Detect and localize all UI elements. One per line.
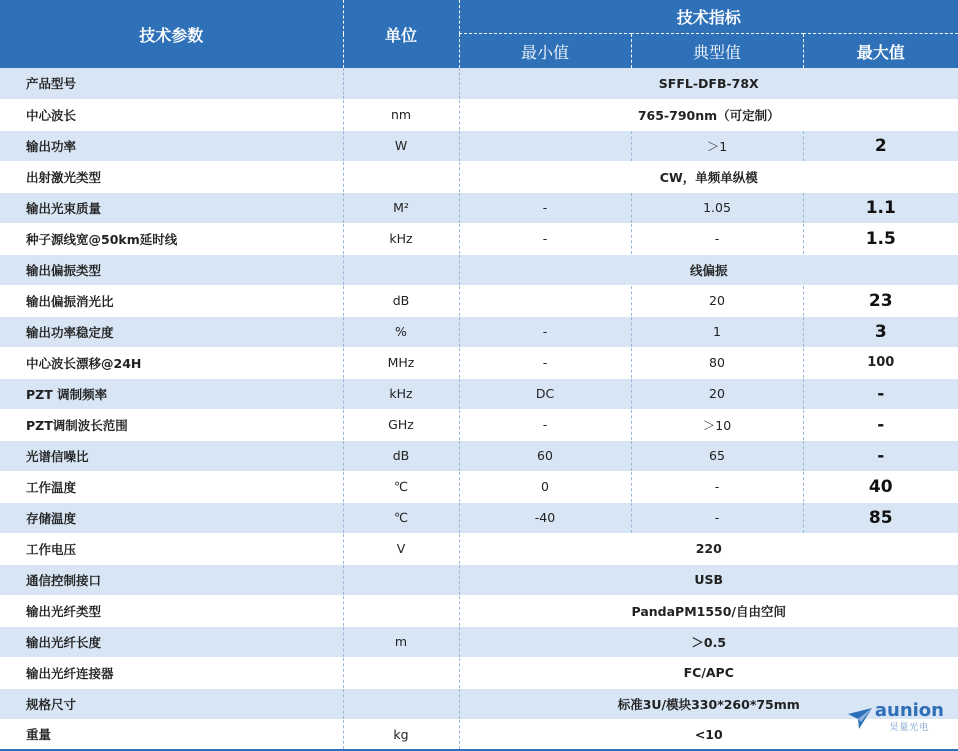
spec-merged-cell: <10: [459, 719, 958, 750]
param-cell: 输出功率稳定度: [0, 316, 343, 347]
spec-table-header: [0, 0, 958, 68]
param-cell: 出射激光类型: [0, 161, 343, 192]
table-row: [0, 223, 958, 254]
unit-cell: m: [343, 626, 459, 657]
table-row: [0, 347, 958, 378]
table-row: [0, 688, 958, 719]
unit-cell: nm: [343, 99, 459, 130]
max-cell: 1.5: [803, 223, 958, 254]
spec-merged-cell: ＞0.5: [459, 626, 958, 657]
param-cell: 光谱信噪比: [0, 440, 343, 471]
unit-cell: W: [343, 130, 459, 161]
logo-text: aunion: [874, 700, 944, 721]
spec-merged-cell: 765-790nm（可定制）: [459, 99, 958, 130]
typ-cell: ＞10: [631, 409, 803, 440]
min-cell: 0: [459, 471, 631, 502]
typ-cell: 1: [631, 316, 803, 347]
min-cell: -: [459, 316, 631, 347]
spec-merged-cell: PandaPM1550/自由空间: [459, 595, 958, 626]
min-cell: -: [459, 347, 631, 378]
header-min: 最小值: [459, 34, 631, 69]
param-cell: 种子源线宽@50km延时线: [0, 223, 343, 254]
unit-cell: [343, 688, 459, 719]
table-row: [0, 192, 958, 223]
typ-cell: -: [631, 223, 803, 254]
min-cell: DC: [459, 378, 631, 409]
header-spec: 技术指标: [459, 0, 958, 34]
table-row: [0, 471, 958, 502]
typ-cell: 1.05: [631, 192, 803, 223]
unit-cell: %: [343, 316, 459, 347]
brand-logo: [847, 702, 944, 733]
unit-cell: dB: [343, 440, 459, 471]
table-row: [0, 378, 958, 409]
param-cell: 工作温度: [0, 471, 343, 502]
param-cell: 中心波长: [0, 99, 343, 130]
max-cell: -: [803, 378, 958, 409]
table-row: [0, 440, 958, 471]
unit-cell: ℃: [343, 471, 459, 502]
spec-merged-cell: 线偏振: [459, 254, 958, 285]
unit-cell: MHz: [343, 347, 459, 378]
spec-merged-cell: 标准3U/模块330*260*75mm: [459, 688, 958, 719]
logo-subtext: 昊量光电: [889, 723, 930, 733]
max-cell: 2: [803, 130, 958, 161]
max-cell: 3: [803, 316, 958, 347]
max-cell: 40: [803, 471, 958, 502]
unit-cell: kHz: [343, 378, 459, 409]
unit-cell: [343, 161, 459, 192]
min-cell: 60: [459, 440, 631, 471]
max-cell: -: [803, 440, 958, 471]
min-cell: -: [459, 223, 631, 254]
table-row: [0, 719, 958, 750]
unit-cell: [343, 68, 459, 99]
table-row: [0, 68, 958, 99]
spec-merged-cell: USB: [459, 564, 958, 595]
unit-cell: [343, 657, 459, 688]
table-row: [0, 564, 958, 595]
spec-table-body: [0, 68, 958, 750]
param-cell: 通信控制接口: [0, 564, 343, 595]
spec-merged-cell: CW，单频单纵模: [459, 161, 958, 192]
typ-cell: 80: [631, 347, 803, 378]
table-row: [0, 657, 958, 688]
param-cell: 工作电压: [0, 533, 343, 564]
table-row: [0, 285, 958, 316]
param-cell: 重量: [0, 719, 343, 750]
min-cell: [459, 285, 631, 316]
param-cell: 输出偏振类型: [0, 254, 343, 285]
typ-cell: 20: [631, 285, 803, 316]
typ-cell: 20: [631, 378, 803, 409]
spec-merged-cell: FC/APC: [459, 657, 958, 688]
param-cell: 输出光纤连接器: [0, 657, 343, 688]
typ-cell: -: [631, 471, 803, 502]
unit-cell: M²: [343, 192, 459, 223]
max-cell: -: [803, 409, 958, 440]
unit-cell: kg: [343, 719, 459, 750]
param-cell: PZT调制波长范围: [0, 409, 343, 440]
min-cell: [459, 130, 631, 161]
min-cell: -: [459, 409, 631, 440]
table-row: [0, 99, 958, 130]
typ-cell: ＞1: [631, 130, 803, 161]
min-cell: -: [459, 192, 631, 223]
param-cell: 产品型号: [0, 68, 343, 99]
param-cell: 输出光束质量: [0, 192, 343, 223]
unit-cell: [343, 254, 459, 285]
header-param: 技术参数: [0, 0, 343, 68]
table-row: [0, 533, 958, 564]
spec-merged-cell: 220: [459, 533, 958, 564]
max-cell: 1.1: [803, 192, 958, 223]
table-row: [0, 626, 958, 657]
typ-cell: 65: [631, 440, 803, 471]
table-row: [0, 254, 958, 285]
param-cell: 规格尺寸: [0, 688, 343, 719]
header-typ: 典型值: [631, 34, 803, 69]
table-row: [0, 409, 958, 440]
param-cell: 输出光纤类型: [0, 595, 343, 626]
param-cell: PZT 调制频率: [0, 378, 343, 409]
min-cell: -40: [459, 502, 631, 533]
table-row: [0, 316, 958, 347]
header-max: 最大值: [803, 34, 958, 69]
param-cell: 中心波长漂移@24H: [0, 347, 343, 378]
unit-cell: GHz: [343, 409, 459, 440]
unit-cell: kHz: [343, 223, 459, 254]
table-row: [0, 502, 958, 533]
param-cell: 输出偏振消光比: [0, 285, 343, 316]
unit-cell: dB: [343, 285, 459, 316]
paper-plane-logo-icon: [847, 706, 873, 730]
param-cell: 存储温度: [0, 502, 343, 533]
unit-cell: ℃: [343, 502, 459, 533]
table-row: [0, 130, 958, 161]
max-cell: 100: [803, 347, 958, 378]
unit-cell: [343, 564, 459, 595]
header-unit: 单位: [343, 0, 459, 68]
unit-cell: V: [343, 533, 459, 564]
max-cell: 23: [803, 285, 958, 316]
spec-merged-cell: SFFL-DFB-78X: [459, 68, 958, 99]
param-cell: 输出光纤长度: [0, 626, 343, 657]
typ-cell: -: [631, 502, 803, 533]
table-row: [0, 161, 958, 192]
max-cell: 85: [803, 502, 958, 533]
table-row: [0, 595, 958, 626]
unit-cell: [343, 595, 459, 626]
param-cell: 输出功率: [0, 130, 343, 161]
